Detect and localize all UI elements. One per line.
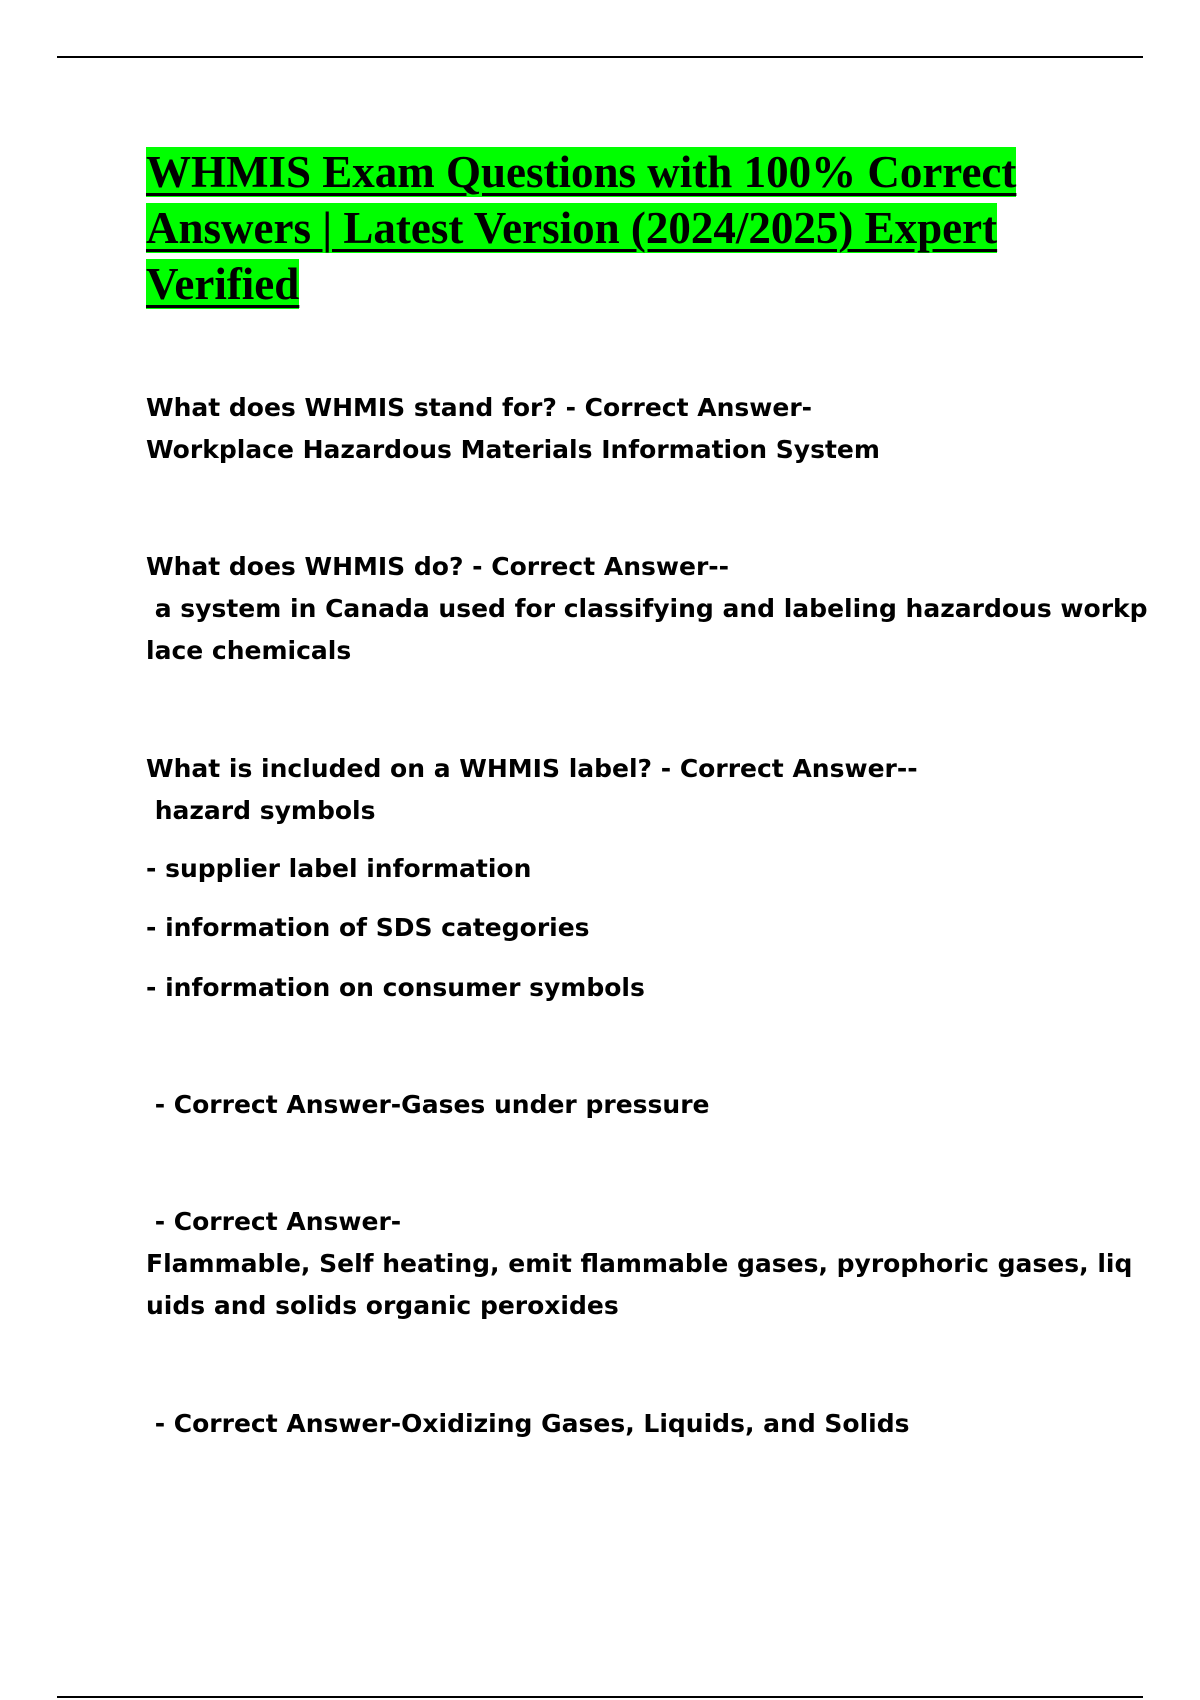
answer-5-text: - Correct Answer- [146,1207,402,1236]
title-line: Answers | Latest Version (2024/2025) Expert [146,203,998,253]
answer-3-item: - information of SDS categories [146,913,590,942]
question-1-text: What does WHMIS stand for? - Correct Answer- [146,393,813,422]
answer-3-item: hazard symbols [146,796,376,825]
answer-3-item: - information on consumer symbols [146,973,645,1002]
answer-6-text: - Correct Answer-Oxidizing Gases, Liquids, and Solids [146,1409,910,1438]
title-line: Verified [146,259,300,309]
question-2-text: What does WHMIS do? - Correct Answer-- [146,552,730,581]
document-title [146,144,1096,312]
answer-3-item: - supplier label information [146,854,532,883]
answer-2-text: lace chemicals [146,636,352,665]
answer-1-text: Workplace Hazardous Materials Information System [146,435,880,464]
bottom-rule [57,1696,1143,1698]
top-rule [57,56,1143,58]
answer-2-text: a system in Canada used for classifying and labeling hazardous workp [146,594,1148,623]
answer-4-text: - Correct Answer-Gases under pressure [146,1090,710,1119]
answer-5-text: Flammable, Self heating, emit flammable gases, pyrophoric gases, liq [146,1249,1133,1278]
title-line: WHMIS Exam Questions with 100% Correct [146,147,1017,197]
question-3-text: What is included on a WHMIS label? - Correct Answer-- [146,754,918,783]
answer-5-text: uids and solids organic peroxides [146,1291,619,1320]
